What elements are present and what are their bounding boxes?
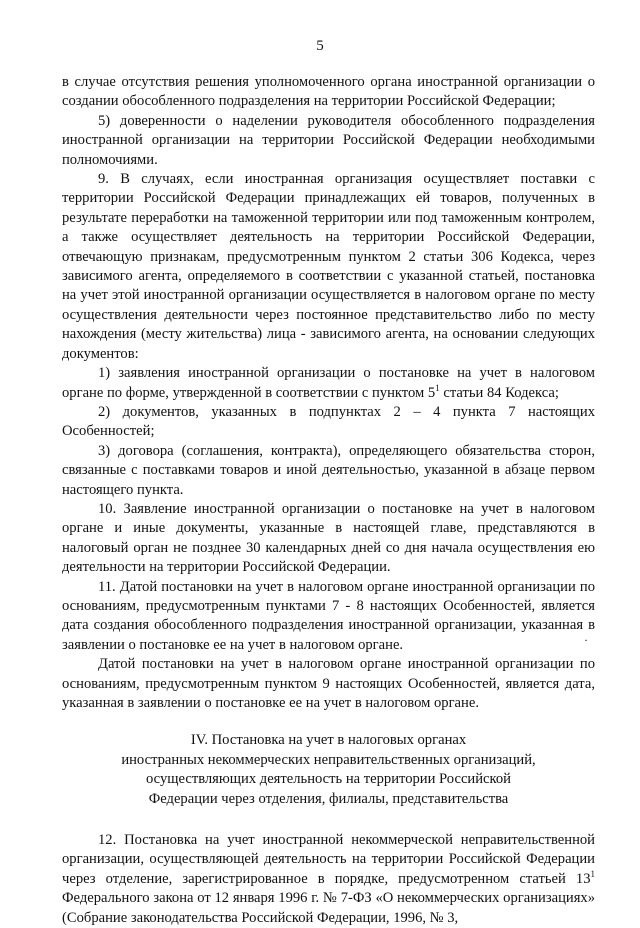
paragraph: 2) документов, указанных в подпунктах 2 – 4 пункта 7 настоящих Особенностей; — [62, 403, 595, 440]
section-heading-line: иностранных некоммерческих неправительственных организаций, — [121, 751, 536, 768]
superscript: 1 — [590, 868, 595, 879]
paragraph: 11. Датой постановки на учет в налоговом органе иностранной организации по основаниям, предусмотренным пунктами 7 - 8 настоящих Особенностей, является дата создания обособленного подразделения иностранной организации, указанная в заявлении о постановке ее на учет в налоговом органе. — [62, 578, 595, 653]
paragraph: 10. Заявление иностранной организации о постановке на учет в налоговом органе и иные документы, указанные в настоящей главе, представляются в налоговый орган не позднее 30 календарных дней со дня начала осуществления ею деятельности на территории Российской Федерации. — [62, 500, 595, 576]
paragraph: 5) доверенности о наделении руководителя обособленного подразделения иностранной организации на территории Российской Федерации необходимыми полномочиями. — [62, 112, 595, 168]
section-heading — [62, 731, 595, 809]
paragraph: 9. В случаях, если иностранная организация осуществляет поставки с территории Российской Федерации принадлежащих ей товаров, полученных в результате переработки на таможенной территории или под таможенным контролем, а также осуществляет деятельность на территории Российской Федерации, отвечающую признакам, предусмотренным пунктом 2 статьи 306 Кодекса, через зависимого агента, определяемого в соответствии с указанной статьей, постановка на учет этой иностранной организации осуществляется в налоговом органе по месту осуществления деятельности через постоянное представительство либо по месту нахождения (месту жительства) лица - зависимого агента, на основании следующих документов: — [62, 171, 595, 362]
page-number: 5 — [316, 38, 324, 54]
paragraph-text: 1) заявления иностранной организации о постановке на учет в налоговом органе по форме, утвержденной в соответствии с пунктом 5 — [62, 365, 595, 401]
paragraph-text: статьи 84 Кодекса; — [439, 384, 559, 401]
document-body — [62, 73, 595, 928]
paragraph — [62, 831, 595, 928]
section-heading-line: осуществляющих деятельность на территории Российской — [146, 771, 511, 788]
paragraph: Датой постановки на учет в налоговом органе иностранной организации по основаниям, предусмотренным пунктом 9 настоящих Особенностей, является дата, указанная в заявлении о постановке ее на учет в налоговом органе. — [62, 656, 595, 711]
superscript: 1 — [435, 382, 440, 393]
paragraph: 3) договора (соглашения, контракта), определяющего обязательства сторон, связанные с поставками товаров и иной деятельностью, указанной в абзаце первом настоящего пункта. — [62, 442, 595, 498]
paragraph-text: 12. Постановка на учет иностранной некоммерческой неправительственной организации, осуществляющей деятельность на территории Российской Федерации через отделение, зарегистрированное в порядке, предусмотренном статьей 13 — [62, 832, 595, 887]
paragraph-text: Федерального закона от 12 января 1996 г. № 7-ФЗ «О некоммерческих организациях» (Собрание законодательства Российской Федерации, 1996, № 3, — [62, 890, 595, 926]
section-heading-line: IV. Постановка на учет в налоговых органах — [190, 732, 467, 749]
section-heading-line: Федерации через отделения, филиалы, представительства — [148, 790, 509, 807]
stray-mark: · — [584, 633, 588, 647]
paragraph — [62, 364, 595, 403]
paragraph: в случае отсутствия решения уполномоченного органа иностранной организации о создании обособленного подразделения на территории Российской Федерации; — [62, 74, 595, 110]
